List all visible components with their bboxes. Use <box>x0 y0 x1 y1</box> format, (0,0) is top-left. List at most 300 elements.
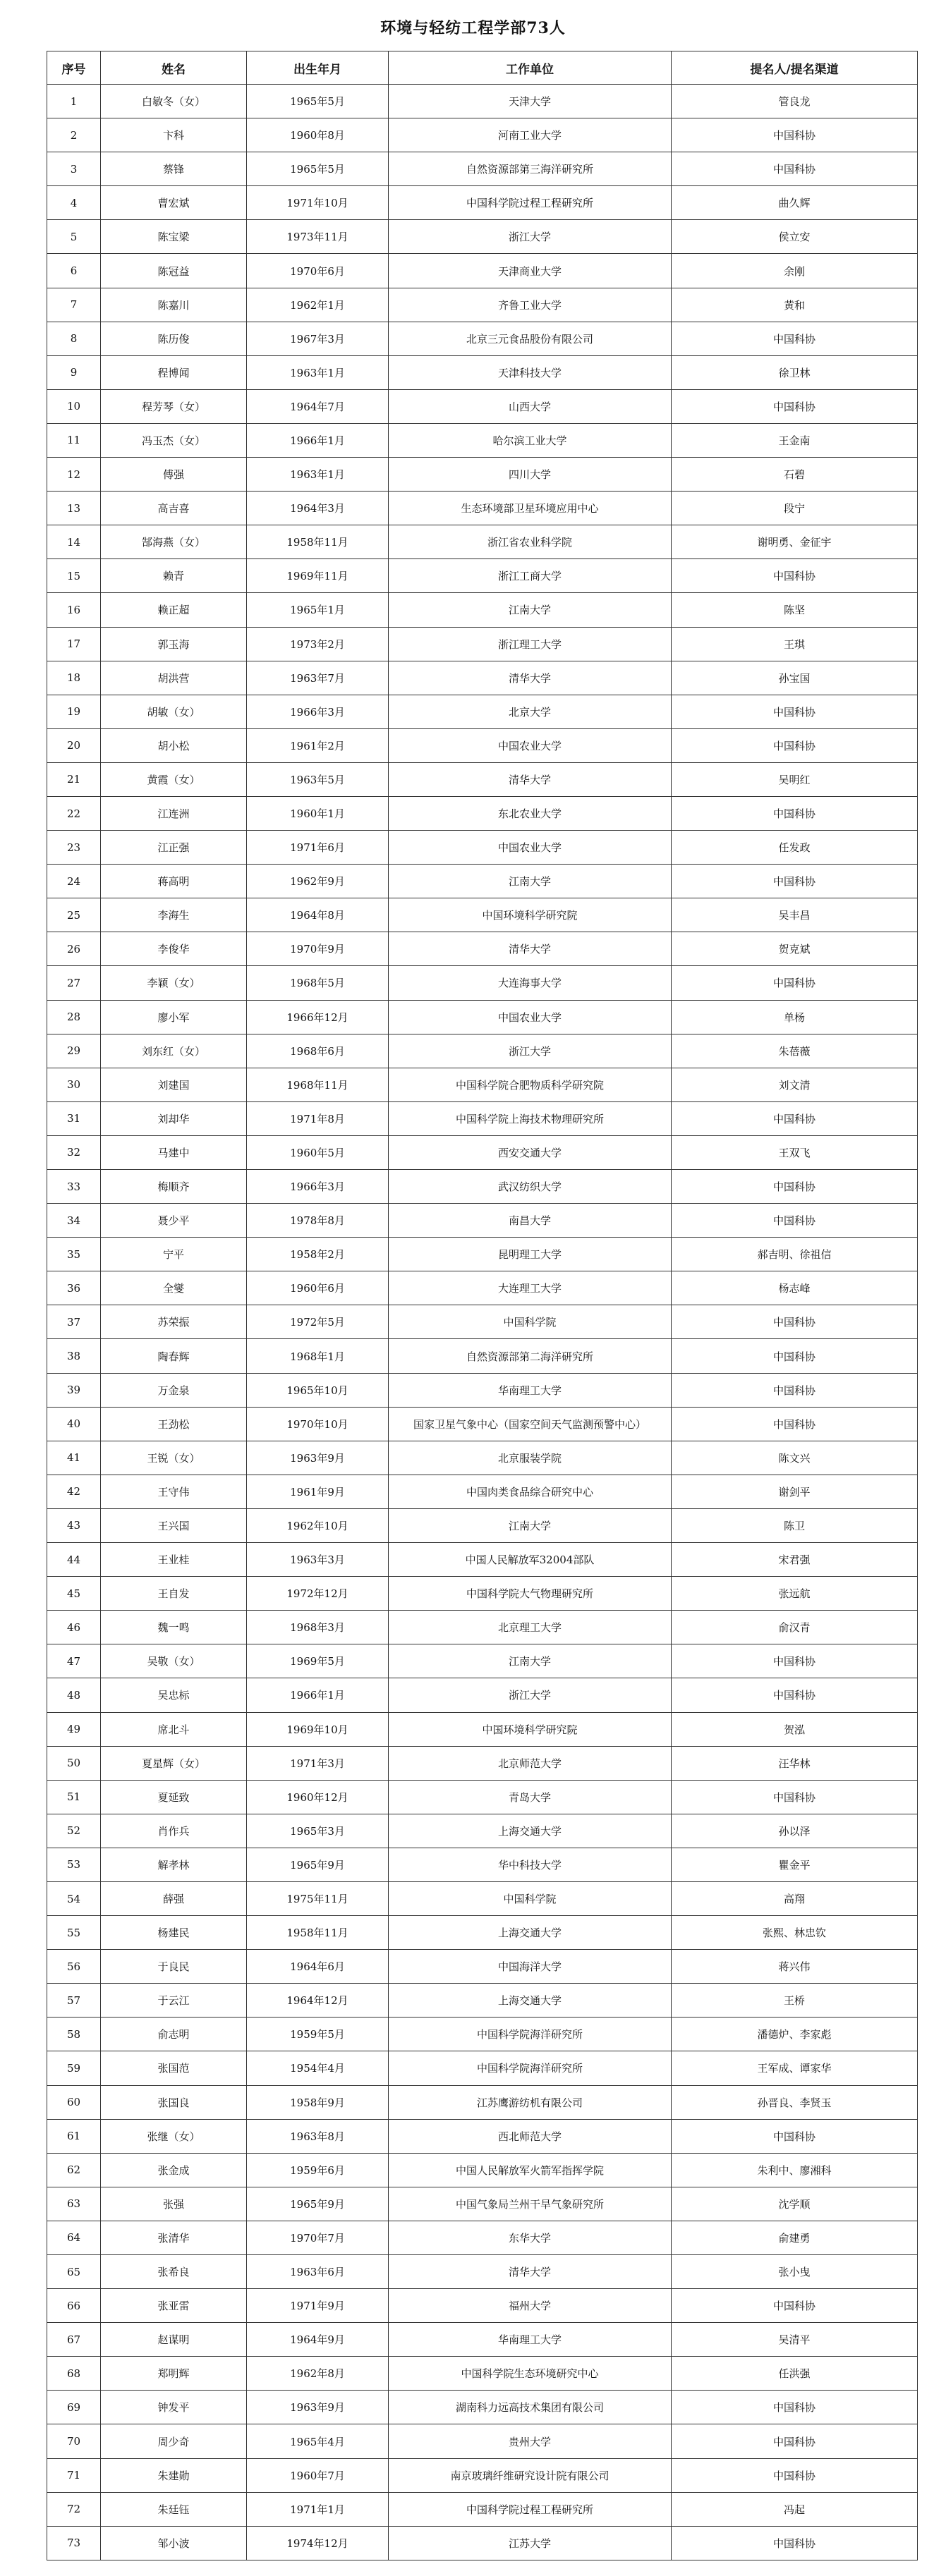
cell-employer: 武汉纺织大学 <box>389 1170 672 1204</box>
table-row <box>47 2221 918 2254</box>
cell-employer: 山西大学 <box>389 389 672 423</box>
cell-name: 张清华 <box>101 2221 247 2254</box>
cell-employer: 中国科学院上海技术物理研究所 <box>389 1101 672 1135</box>
cell-employer: 浙江省农业科学院 <box>389 525 672 559</box>
cell-name: 高吉喜 <box>101 492 247 525</box>
cell-index: 14 <box>47 525 101 559</box>
cell-nominator: 朱蓓薇 <box>672 1034 918 1068</box>
cell-index: 32 <box>47 1135 101 1169</box>
cell-index: 10 <box>47 389 101 423</box>
cell-index: 63 <box>47 2187 101 2221</box>
cell-name: 王自发 <box>101 1577 247 1611</box>
cell-employer: 北京师范大学 <box>389 1746 672 1780</box>
cell-employer: 中国肉类食品综合研究中心 <box>389 1475 672 1508</box>
cell-name: 席北斗 <box>101 1712 247 1746</box>
cell-employer: 东北农业大学 <box>389 796 672 830</box>
cell-birth: 1960年7月 <box>247 2458 389 2492</box>
table-body <box>47 85 918 2560</box>
header-birth: 出生年月 <box>247 51 389 85</box>
cell-employer: 中国科学院海洋研究所 <box>389 2051 672 2085</box>
cell-name: 梅顺齐 <box>101 1170 247 1204</box>
cell-nominator: 王琪 <box>672 627 918 661</box>
cell-index: 59 <box>47 2051 101 2085</box>
cell-nominator: 王军成、谭家华 <box>672 2051 918 2085</box>
cell-employer: 中国科学院过程工程研究所 <box>389 2492 672 2526</box>
cell-birth: 1968年1月 <box>247 1339 389 1373</box>
table-row <box>47 186 918 220</box>
cell-index: 49 <box>47 1712 101 1746</box>
cell-index: 54 <box>47 1881 101 1915</box>
header-index: 序号 <box>47 51 101 85</box>
cell-index: 52 <box>47 1814 101 1848</box>
cell-employer: 中国人民解放军火箭军指挥学院 <box>389 2153 672 2187</box>
cell-nominator: 中国科协 <box>672 1407 918 1441</box>
cell-index: 60 <box>47 2085 101 2119</box>
cell-name: 赖正超 <box>101 593 247 627</box>
cell-employer: 中国科学院 <box>389 1305 672 1339</box>
cell-nominator: 徐卫林 <box>672 355 918 389</box>
cell-index: 47 <box>47 1644 101 1678</box>
table-row <box>47 525 918 559</box>
table-row <box>47 1101 918 1135</box>
cell-name: 黄霞（女） <box>101 762 247 796</box>
table-row <box>47 2492 918 2526</box>
cell-index: 20 <box>47 728 101 762</box>
cell-employer: 国家卫星气象中心（国家空间天气监测预警中心） <box>389 1407 672 1441</box>
table-header-row <box>47 51 918 85</box>
cell-birth: 1958年9月 <box>247 2085 389 2119</box>
table-row <box>47 458 918 492</box>
cell-name: 白敏冬（女） <box>101 85 247 118</box>
table-row <box>47 2153 918 2187</box>
cell-nominator: 中国科协 <box>672 1339 918 1373</box>
cell-employer: 江南大学 <box>389 865 672 898</box>
cell-nominator: 王双飞 <box>672 1135 918 1169</box>
cell-index: 68 <box>47 2357 101 2391</box>
cell-name: 马建中 <box>101 1135 247 1169</box>
cell-index: 65 <box>47 2255 101 2289</box>
cell-employer: 清华大学 <box>389 2255 672 2289</box>
cell-name: 程博闻 <box>101 355 247 389</box>
cell-name: 朱廷钰 <box>101 2492 247 2526</box>
cell-name: 吴忠标 <box>101 1678 247 1712</box>
table-row <box>47 2323 918 2357</box>
cell-employer: 西北师范大学 <box>389 2119 672 2153</box>
cell-employer: 中国科学院合肥物质科学研究院 <box>389 1068 672 1101</box>
cell-nominator: 石碧 <box>672 458 918 492</box>
cell-employer: 天津商业大学 <box>389 254 672 288</box>
cell-nominator: 任洪强 <box>672 2357 918 2391</box>
cell-name: 解孝林 <box>101 1848 247 1881</box>
cell-nominator: 中国科协 <box>672 1678 918 1712</box>
cell-index: 5 <box>47 220 101 254</box>
cell-index: 23 <box>47 831 101 865</box>
cell-name: 吴敬（女） <box>101 1644 247 1678</box>
cell-employer: 上海交通大学 <box>389 1984 672 2018</box>
cell-index: 31 <box>47 1101 101 1135</box>
table-row <box>47 2051 918 2085</box>
cell-nominator: 刘文清 <box>672 1068 918 1101</box>
cell-nominator: 吴清平 <box>672 2323 918 2357</box>
cell-birth: 1965年9月 <box>247 2187 389 2221</box>
table-row <box>47 1712 918 1746</box>
cell-nominator: 张熙、林忠钦 <box>672 1916 918 1950</box>
table-row <box>47 593 918 627</box>
nominee-table <box>47 51 918 2560</box>
cell-name: 肖作兵 <box>101 1814 247 1848</box>
cell-index: 50 <box>47 1746 101 1780</box>
cell-birth: 1969年10月 <box>247 1712 389 1746</box>
cell-index: 72 <box>47 2492 101 2526</box>
cell-name: 冯玉杰（女） <box>101 423 247 457</box>
table-row <box>47 1271 918 1305</box>
cell-name: 江正强 <box>101 831 247 865</box>
cell-birth: 1974年12月 <box>247 2526 389 2560</box>
header-nominator: 提名人/提名渠道 <box>672 51 918 85</box>
table-row <box>47 423 918 457</box>
cell-nominator: 蒋兴伟 <box>672 1950 918 1984</box>
cell-name: 于良民 <box>101 1950 247 1984</box>
cell-birth: 1966年1月 <box>247 1678 389 1712</box>
cell-birth: 1971年9月 <box>247 2289 389 2323</box>
cell-birth: 1962年9月 <box>247 865 389 898</box>
cell-employer: 中国科学院海洋研究所 <box>389 2018 672 2051</box>
cell-name: 卞科 <box>101 118 247 152</box>
cell-nominator: 张远航 <box>672 1577 918 1611</box>
cell-index: 19 <box>47 695 101 728</box>
cell-employer: 江南大学 <box>389 1644 672 1678</box>
cell-nominator: 谢剑平 <box>672 1475 918 1508</box>
table-row <box>47 322 918 355</box>
cell-birth: 1960年6月 <box>247 1271 389 1305</box>
table-row <box>47 1204 918 1238</box>
cell-name: 王业桂 <box>101 1543 247 1577</box>
cell-birth: 1964年8月 <box>247 898 389 932</box>
cell-name: 赖青 <box>101 559 247 593</box>
cell-birth: 1966年3月 <box>247 695 389 728</box>
cell-nominator: 沈学顺 <box>672 2187 918 2221</box>
cell-birth: 1962年8月 <box>247 2357 389 2391</box>
table-row <box>47 2357 918 2391</box>
cell-name: 全燮 <box>101 1271 247 1305</box>
cell-name: 程芳琴（女） <box>101 389 247 423</box>
cell-birth: 1970年7月 <box>247 2221 389 2254</box>
cell-nominator: 中国科协 <box>672 2526 918 2560</box>
cell-nominator: 中国科协 <box>672 2119 918 2153</box>
cell-name: 张亚雷 <box>101 2289 247 2323</box>
cell-birth: 1965年5月 <box>247 85 389 118</box>
cell-name: 杨建民 <box>101 1916 247 1950</box>
cell-birth: 1971年1月 <box>247 2492 389 2526</box>
cell-employer: 上海交通大学 <box>389 1814 672 1848</box>
cell-nominator: 王桥 <box>672 1984 918 2018</box>
cell-name: 张金成 <box>101 2153 247 2187</box>
cell-index: 56 <box>47 1950 101 1984</box>
cell-birth: 1966年3月 <box>247 1170 389 1204</box>
table-row <box>47 559 918 593</box>
table-row <box>47 661 918 695</box>
cell-nominator: 黄和 <box>672 288 918 322</box>
cell-name: 傅强 <box>101 458 247 492</box>
cell-employer: 江南大学 <box>389 593 672 627</box>
cell-employer: 浙江理工大学 <box>389 627 672 661</box>
cell-name: 陈宝梁 <box>101 220 247 254</box>
cell-name: 俞志明 <box>101 2018 247 2051</box>
cell-birth: 1959年5月 <box>247 2018 389 2051</box>
cell-nominator: 孙晋良、李贤玉 <box>672 2085 918 2119</box>
cell-index: 25 <box>47 898 101 932</box>
cell-nominator: 中国科协 <box>672 118 918 152</box>
cell-name: 李俊华 <box>101 932 247 966</box>
cell-name: 郜海燕（女） <box>101 525 247 559</box>
table-row <box>47 831 918 865</box>
cell-employer: 中国农业大学 <box>389 1000 672 1034</box>
cell-nominator: 中国科协 <box>672 695 918 728</box>
cell-name: 张国良 <box>101 2085 247 2119</box>
cell-index: 48 <box>47 1678 101 1712</box>
cell-index: 64 <box>47 2221 101 2254</box>
cell-nominator: 中国科协 <box>672 2458 918 2492</box>
cell-birth: 1958年11月 <box>247 1916 389 1950</box>
cell-employer: 中国气象局兰州干旱气象研究所 <box>389 2187 672 2221</box>
table-row <box>47 1848 918 1881</box>
cell-employer: 华南理工大学 <box>389 1373 672 1407</box>
cell-index: 27 <box>47 966 101 1000</box>
cell-name: 薛强 <box>101 1881 247 1915</box>
table-row <box>47 1441 918 1475</box>
cell-name: 夏星辉（女） <box>101 1746 247 1780</box>
cell-index: 21 <box>47 762 101 796</box>
cell-index: 73 <box>47 2526 101 2560</box>
table-row <box>47 1780 918 1814</box>
cell-index: 1 <box>47 85 101 118</box>
cell-employer: 天津大学 <box>389 85 672 118</box>
cell-index: 22 <box>47 796 101 830</box>
cell-birth: 1962年10月 <box>247 1508 389 1542</box>
cell-birth: 1969年11月 <box>247 559 389 593</box>
cell-birth: 1965年5月 <box>247 152 389 186</box>
cell-name: 万金泉 <box>101 1373 247 1407</box>
table-row <box>47 1339 918 1373</box>
table-row <box>47 1475 918 1508</box>
cell-employer: 西安交通大学 <box>389 1135 672 1169</box>
cell-employer: 北京理工大学 <box>389 1611 672 1644</box>
cell-index: 3 <box>47 152 101 186</box>
cell-index: 37 <box>47 1305 101 1339</box>
cell-birth: 1968年3月 <box>247 1611 389 1644</box>
cell-employer: 中国环境科学研究院 <box>389 1712 672 1746</box>
cell-nominator: 中国科协 <box>672 1204 918 1238</box>
cell-name: 蔡锋 <box>101 152 247 186</box>
table-row <box>47 2085 918 2119</box>
cell-employer: 河南工业大学 <box>389 118 672 152</box>
cell-birth: 1973年11月 <box>247 220 389 254</box>
cell-index: 55 <box>47 1916 101 1950</box>
cell-birth: 1965年1月 <box>247 593 389 627</box>
cell-employer: 昆明理工大学 <box>389 1238 672 1271</box>
cell-index: 11 <box>47 423 101 457</box>
cell-birth: 1963年1月 <box>247 458 389 492</box>
cell-nominator: 俞建勇 <box>672 2221 918 2254</box>
header-name: 姓名 <box>101 51 247 85</box>
table-row <box>47 2391 918 2424</box>
cell-employer: 中国海洋大学 <box>389 1950 672 1984</box>
cell-nominator: 中国科协 <box>672 2391 918 2424</box>
cell-nominator: 高翔 <box>672 1881 918 1915</box>
cell-birth: 1965年3月 <box>247 1814 389 1848</box>
table-row <box>47 254 918 288</box>
table-row <box>47 355 918 389</box>
cell-name: 曹宏斌 <box>101 186 247 220</box>
cell-nominator: 中国科协 <box>672 1170 918 1204</box>
table-row <box>47 1373 918 1407</box>
cell-nominator: 中国科协 <box>672 1101 918 1135</box>
cell-index: 34 <box>47 1204 101 1238</box>
cell-employer: 自然资源部第二海洋研究所 <box>389 1339 672 1373</box>
table-row <box>47 1881 918 1915</box>
cell-name: 张继（女） <box>101 2119 247 2153</box>
cell-nominator: 郝吉明、徐祖信 <box>672 1238 918 1271</box>
table-row <box>47 1543 918 1577</box>
cell-index: 38 <box>47 1339 101 1373</box>
cell-birth: 1961年9月 <box>247 1475 389 1508</box>
cell-employer: 清华大学 <box>389 762 672 796</box>
table-row <box>47 492 918 525</box>
cell-nominator: 孙以泽 <box>672 1814 918 1848</box>
cell-index: 44 <box>47 1543 101 1577</box>
cell-employer: 大连海事大学 <box>389 966 672 1000</box>
cell-index: 57 <box>47 1984 101 2018</box>
table-row <box>47 2187 918 2221</box>
cell-name: 王守伟 <box>101 1475 247 1508</box>
table-row <box>47 695 918 728</box>
table-row <box>47 1814 918 1848</box>
cell-birth: 1969年5月 <box>247 1644 389 1678</box>
cell-name: 王锐（女） <box>101 1441 247 1475</box>
cell-index: 28 <box>47 1000 101 1034</box>
table-row <box>47 1577 918 1611</box>
table-row <box>47 2289 918 2323</box>
cell-birth: 1967年3月 <box>247 322 389 355</box>
cell-birth: 1978年8月 <box>247 1204 389 1238</box>
cell-nominator: 中国科协 <box>672 796 918 830</box>
cell-employer: 上海交通大学 <box>389 1916 672 1950</box>
cell-name: 胡小松 <box>101 728 247 762</box>
cell-nominator: 中国科协 <box>672 728 918 762</box>
cell-employer: 浙江大学 <box>389 1678 672 1712</box>
cell-name: 宁平 <box>101 1238 247 1271</box>
cell-index: 70 <box>47 2424 101 2458</box>
cell-birth: 1970年9月 <box>247 932 389 966</box>
cell-birth: 1971年3月 <box>247 1746 389 1780</box>
table-row <box>47 1746 918 1780</box>
cell-name: 刘建国 <box>101 1068 247 1101</box>
table-row <box>47 1611 918 1644</box>
cell-employer: 浙江工商大学 <box>389 559 672 593</box>
table-row <box>47 932 918 966</box>
table-row <box>47 1950 918 1984</box>
cell-birth: 1960年12月 <box>247 1780 389 1814</box>
cell-birth: 1965年9月 <box>247 1848 389 1881</box>
cell-index: 9 <box>47 355 101 389</box>
table-row <box>47 1916 918 1950</box>
cell-nominator: 王金南 <box>672 423 918 457</box>
cell-name: 李海生 <box>101 898 247 932</box>
table-row <box>47 898 918 932</box>
cell-employer: 湖南科力远高技术集团有限公司 <box>389 2391 672 2424</box>
cell-employer: 中国科学院生态环境研究中心 <box>389 2357 672 2391</box>
cell-index: 42 <box>47 1475 101 1508</box>
cell-nominator: 陈坚 <box>672 593 918 627</box>
cell-nominator: 中国科协 <box>672 1305 918 1339</box>
cell-name: 张强 <box>101 2187 247 2221</box>
cell-index: 13 <box>47 492 101 525</box>
cell-nominator: 陈文兴 <box>672 1441 918 1475</box>
page-title: 环境与轻纺工程学部73人 <box>380 19 566 37</box>
cell-employer: 哈尔滨工业大学 <box>389 423 672 457</box>
cell-birth: 1963年8月 <box>247 2119 389 2153</box>
cell-nominator: 谢明勇、金征宇 <box>672 525 918 559</box>
cell-index: 41 <box>47 1441 101 1475</box>
cell-index: 12 <box>47 458 101 492</box>
cell-name: 陈嘉川 <box>101 288 247 322</box>
cell-index: 40 <box>47 1407 101 1441</box>
table-row <box>47 152 918 186</box>
cell-birth: 1966年1月 <box>247 423 389 457</box>
table-row <box>47 85 918 118</box>
table-row <box>47 1984 918 2018</box>
cell-index: 62 <box>47 2153 101 2187</box>
table-row <box>47 627 918 661</box>
cell-employer: 大连理工大学 <box>389 1271 672 1305</box>
cell-birth: 1972年12月 <box>247 1577 389 1611</box>
cell-index: 69 <box>47 2391 101 2424</box>
table-row <box>47 728 918 762</box>
cell-birth: 1962年1月 <box>247 288 389 322</box>
cell-nominator: 中国科协 <box>672 966 918 1000</box>
cell-employer: 中国人民解放军32004部队 <box>389 1543 672 1577</box>
cell-index: 2 <box>47 118 101 152</box>
table-row <box>47 865 918 898</box>
cell-name: 聂少平 <box>101 1204 247 1238</box>
cell-employer: 中国环境科学研究院 <box>389 898 672 932</box>
cell-nominator: 中国科协 <box>672 389 918 423</box>
cell-name: 朱建勋 <box>101 2458 247 2492</box>
cell-birth: 1963年3月 <box>247 1543 389 1577</box>
cell-nominator: 单杨 <box>672 1000 918 1034</box>
cell-name: 苏荣振 <box>101 1305 247 1339</box>
cell-employer: 浙江大学 <box>389 220 672 254</box>
cell-employer: 生态环境部卫星环境应用中心 <box>389 492 672 525</box>
cell-birth: 1968年6月 <box>247 1034 389 1068</box>
cell-name: 刘却华 <box>101 1101 247 1135</box>
cell-employer: 清华大学 <box>389 932 672 966</box>
cell-name: 郑明辉 <box>101 2357 247 2391</box>
cell-name: 江连洲 <box>101 796 247 830</box>
cell-nominator: 朱利中、廖湘科 <box>672 2153 918 2187</box>
cell-birth: 1963年9月 <box>247 1441 389 1475</box>
cell-birth: 1954年4月 <box>247 2051 389 2085</box>
cell-index: 15 <box>47 559 101 593</box>
cell-index: 33 <box>47 1170 101 1204</box>
cell-nominator: 中国科协 <box>672 2424 918 2458</box>
table-row <box>47 2255 918 2289</box>
cell-name: 郭玉海 <box>101 627 247 661</box>
cell-employer: 中国科学院 <box>389 1881 672 1915</box>
cell-nominator: 中国科协 <box>672 2289 918 2323</box>
cell-birth: 1964年6月 <box>247 1950 389 1984</box>
cell-birth: 1963年7月 <box>247 661 389 695</box>
